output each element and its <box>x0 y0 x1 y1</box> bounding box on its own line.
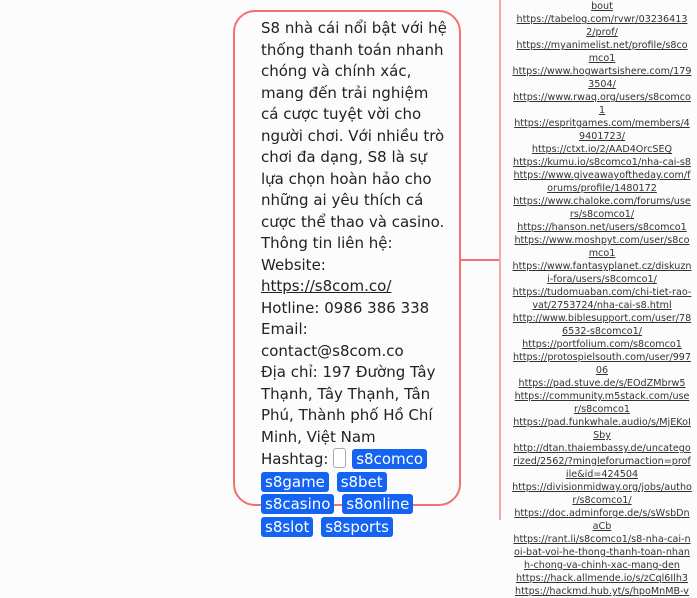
hashtag[interactable]: s8bet <box>337 472 387 492</box>
website-link[interactable]: https://s8com.co/ <box>261 277 392 295</box>
link-item[interactable]: http://www.biblesupport.com/user/786532-s8comco1/ <box>512 313 692 337</box>
connector-line <box>461 259 499 261</box>
hashtag-label: Hashtag: <box>261 450 329 468</box>
link-item[interactable]: https://myanimelist.net/profile/s8comco1 <box>516 40 688 64</box>
hashtag[interactable]: s8sports <box>321 517 393 537</box>
topic-node[interactable] <box>233 10 461 536</box>
hashtag[interactable]: s8game <box>261 472 329 492</box>
link-item[interactable]: https://espritgames.com/members/49401723/ <box>514 118 690 142</box>
node-text <box>261 18 447 538</box>
links-node[interactable] <box>512 0 692 598</box>
link-item[interactable]: https://protospielsouth.com/user/99706 <box>512 352 692 376</box>
link-item[interactable]: https://community.m5stack.com/user/s8comco1 <box>514 391 690 415</box>
link-item[interactable]: https://doc.adminforge.de/s/sWsbDnaCb <box>514 508 690 532</box>
link-item[interactable]: https://www.rwaq.org/users/s8comco1 <box>513 92 691 116</box>
link-item[interactable]: https://www.giveawayoftheday.com/forums/profile/1480172 <box>513 170 691 194</box>
link-item[interactable]: https://kumu.io/s8comco1/nha-cai-s8 <box>513 157 691 168</box>
website-label: Website: <box>261 255 326 274</box>
hashtag[interactable]: s8comco <box>352 449 427 469</box>
link-item[interactable]: https://divisionmidway.org/jobs/author/s8comco1/ <box>512 482 692 506</box>
link-item[interactable]: https://pad.funkwhale.audio/s/MjEKoISby <box>513 417 691 441</box>
hashtag[interactable]: s8slot <box>261 517 313 537</box>
email-label: Email: <box>261 320 308 338</box>
link-item[interactable]: https://tudomuaban.com/chi-tiet-rao-vat/2753724/nha-cai-s8.html <box>512 287 692 311</box>
link-item[interactable]: https://hackmd.hub.yt/s/hpoMnMB-v <box>514 586 689 597</box>
link-item[interactable]: https://hanson.net/users/s8comco1 <box>517 222 687 233</box>
link-item[interactable]: https://hack.allmende.io/s/zCql6Ilh3 <box>515 573 689 584</box>
empty-box-icon <box>333 448 346 468</box>
email: contact@s8com.co <box>261 341 404 360</box>
link-item[interactable]: https://www.chaloke.com/forums/users/s8comco1/ <box>513 196 691 220</box>
node-description: S8 nhà cái nổi bật với hệ thống thanh toán nhanh chóng và chính xác, mang đến trải nghiệm cá cược tuyệt vời cho người chơi. Với nhiều trò chơi đa dạng, S8 là sự lựa chọn hoàn hảo cho những ai yêu thích cá cược thể thao và casino. Thông tin liên hệ: <box>261 19 447 252</box>
link-item[interactable]: bout <box>591 1 613 12</box>
link-item[interactable]: https://ctxt.io/2/AAD4OrcSEQ <box>531 144 673 155</box>
hotline: Hotline: 0986 386 338 <box>261 298 430 317</box>
branch-line <box>499 0 501 520</box>
link-item[interactable]: http://dtan.thaiembassy.de/uncategorized/2562/?mingleforumaction=profile&id=424504 <box>513 443 691 480</box>
link-item[interactable]: https://tabelog.com/rvwr/032364132/prof/ <box>516 14 688 38</box>
link-item[interactable]: https://pad.stuve.de/s/EOdZMbrw5 <box>518 378 686 389</box>
address: Địa chỉ: 197 Đường Tây Thạnh, Tây Thạnh, Tân Phú, Thành phố Hồ Chí Minh, Việt Nam <box>261 363 436 446</box>
link-item[interactable]: https://www.moshpyt.com/user/s8comco1 <box>514 235 690 259</box>
link-item[interactable]: https://www.hogwartsishere.com/1793504/ <box>512 66 692 90</box>
hashtag[interactable]: s8casino <box>261 494 334 514</box>
hashtag[interactable]: s8online <box>342 494 413 514</box>
link-item[interactable]: https://portfolium.com/s8comco1 <box>522 339 682 350</box>
link-item[interactable]: https://www.fantasyplanet.cz/diskuzni-fora/users/s8comco1/ <box>512 261 692 285</box>
link-item[interactable]: https://rant.li/s8comco1/s8-nha-cai-noi-bat-voi-he-thong-thanh-toan-nhanh-chong-va-chinh-xac-mang-den <box>513 534 691 571</box>
